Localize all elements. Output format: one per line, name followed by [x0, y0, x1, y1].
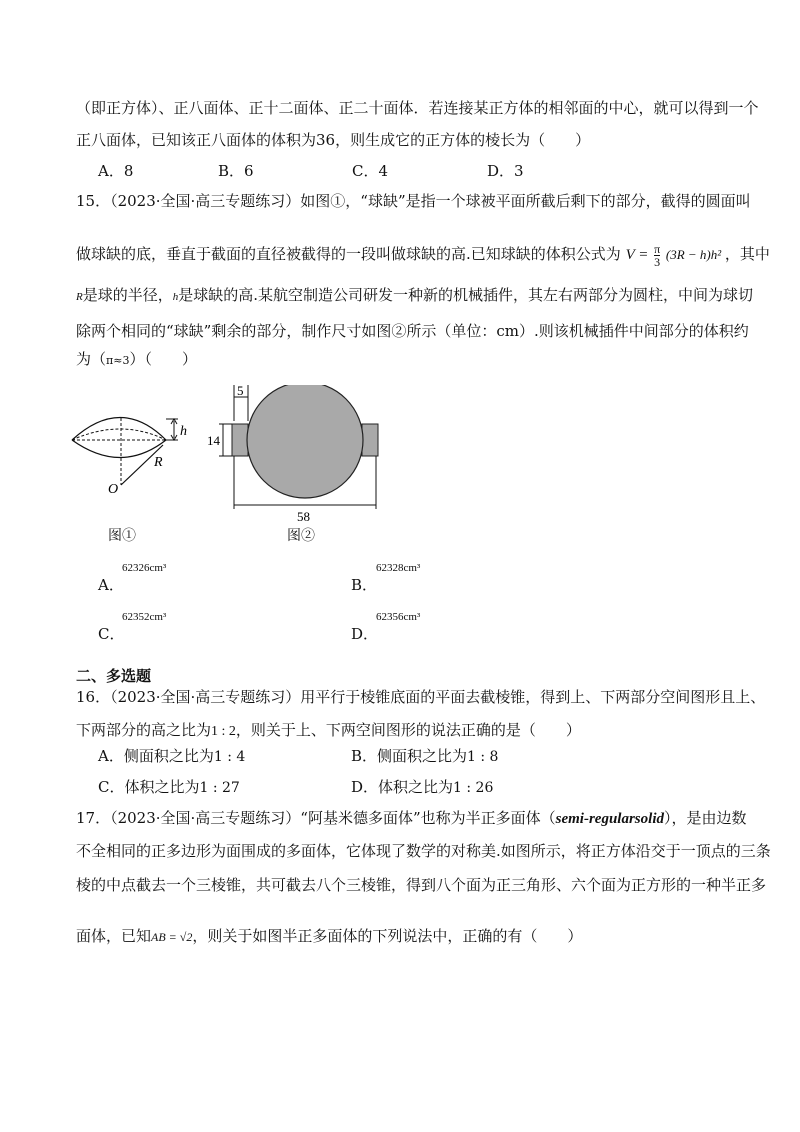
- q14-option-b[interactable]: B．6: [218, 162, 254, 180]
- q15-option-d[interactable]: D．: [351, 625, 379, 643]
- q15-line-1: 15．（2023·全国·高三专题练习）如图①，“球缺”是指一个球被平面所截后剩下的部分，截得的圆面叫: [76, 192, 751, 210]
- sphere-cap-volume-formula: V = $\frac{\pi}{3}$ (3R − h)h²: [625, 242, 722, 269]
- q15-option-d-value: 62356cm³: [376, 611, 421, 623]
- q14-line-2: 正八面体，已知该正八面体的体积为36，则生成它的正方体的棱长为（ ）: [76, 131, 591, 149]
- q15-option-a-value: 62326cm³: [122, 562, 167, 574]
- o-label: O: [108, 482, 119, 497]
- q17-line-2: 不全相同的正多边形为面围成的多面体，它体现了数学的对称美.如图所示，将正方体沿交于一顶点的三条: [76, 842, 771, 860]
- q16-option-d[interactable]: D．体积之比为1 : 26: [351, 778, 494, 796]
- q15-option-a[interactable]: A．: [98, 576, 124, 594]
- q14-line-1: （即正方体）、正八面体、正十二面体、正二十面体．若连接某正方体的相邻面的中心，就可以得到一个: [76, 99, 759, 117]
- figure-1-caption: 图①: [108, 528, 136, 544]
- q16-line-2: 下两部分的高之比为1 : 2，则关于上、下两空间图形的说法正确的是（ ）: [76, 721, 581, 739]
- height-ratio: 1 : 2: [211, 724, 236, 739]
- q16-option-c[interactable]: C．体积之比为1 : 27: [98, 778, 240, 796]
- pi-over-three-fraction: $\frac{\pi}{3}$: [654, 242, 661, 269]
- q15-line-2: [76, 243, 770, 268]
- q16-line-1: 16．（2023·全国·高三专题练习）用平行于棱锥底面的平面去截棱锥，得到上、下两部分空间图形且上、: [76, 688, 766, 706]
- dim-5-label: 5: [237, 385, 244, 398]
- h-label: h: [180, 424, 187, 439]
- dim-58-label: 58: [297, 509, 310, 524]
- q14-option-d[interactable]: D．3: [487, 162, 524, 180]
- q15-line-2-tail: ，其中: [724, 244, 770, 263]
- q15-line-5: 为（π≈3）（ ）: [76, 350, 197, 368]
- q15-option-c[interactable]: C．: [98, 625, 125, 643]
- cap-upper-arc: [72, 418, 166, 441]
- q15-line-2-text: 做球缺的底，垂直于截面的直径被截得的一段叫做球缺的高.已知球缺的体积公式为: [76, 244, 621, 263]
- q15-option-b[interactable]: B．: [351, 576, 378, 594]
- left-cylinder: [232, 424, 248, 456]
- dim-14-label: 14: [207, 433, 220, 448]
- q16-option-b[interactable]: B．侧面积之比为1 : 8: [351, 747, 499, 765]
- q14-option-c[interactable]: C．4: [352, 162, 389, 180]
- r-label: R: [154, 455, 163, 470]
- q15-option-c-value: 62352cm³: [122, 611, 167, 623]
- section-title: 二、多选题: [76, 667, 152, 685]
- q15-line-3: R是球的半径，h是球缺的高.某航空制造公司研发一种新的机械插件，其左右两部分为圆柱，中间为球切: [76, 286, 754, 304]
- ab-length-formula: AB = √2: [151, 930, 193, 944]
- sphere-body: [247, 385, 363, 498]
- q17-line-1: 17．（2023·全国·高三专题练习）“阿基米德多面体”也称为半正多面体（semi-regularsolid），是由边数: [76, 809, 747, 827]
- figure-2-caption: 图②: [287, 528, 315, 544]
- semi-regular-solid-term: semi-regularsolid: [555, 811, 664, 827]
- q17-line-4: 面体，已知AB = √2，则关于如图半正多面体的下列说法中，正确的有（ ）: [76, 927, 583, 945]
- q16-option-a[interactable]: A．侧面积之比为1 : 4: [98, 747, 246, 765]
- right-cylinder: [362, 424, 378, 456]
- q15-line-4: 除两个相同的“球缺”剩余的部分，制作尺寸如图②所示（单位：cm）.则该机械插件中间部分的体积约: [76, 322, 749, 340]
- cap-base-back: [72, 429, 166, 440]
- q17-line-3: 棱的中点截去一个三棱锥，共可截去八个三棱锥，得到八个面为正三角形、六个面为正方形的一种半正多: [76, 876, 767, 894]
- sphere-cap-figure: [66, 400, 206, 500]
- mechanical-insert-figure: [205, 385, 390, 525]
- q15-option-b-value: 62328cm³: [376, 562, 421, 574]
- q14-option-a[interactable]: A．8: [98, 162, 134, 180]
